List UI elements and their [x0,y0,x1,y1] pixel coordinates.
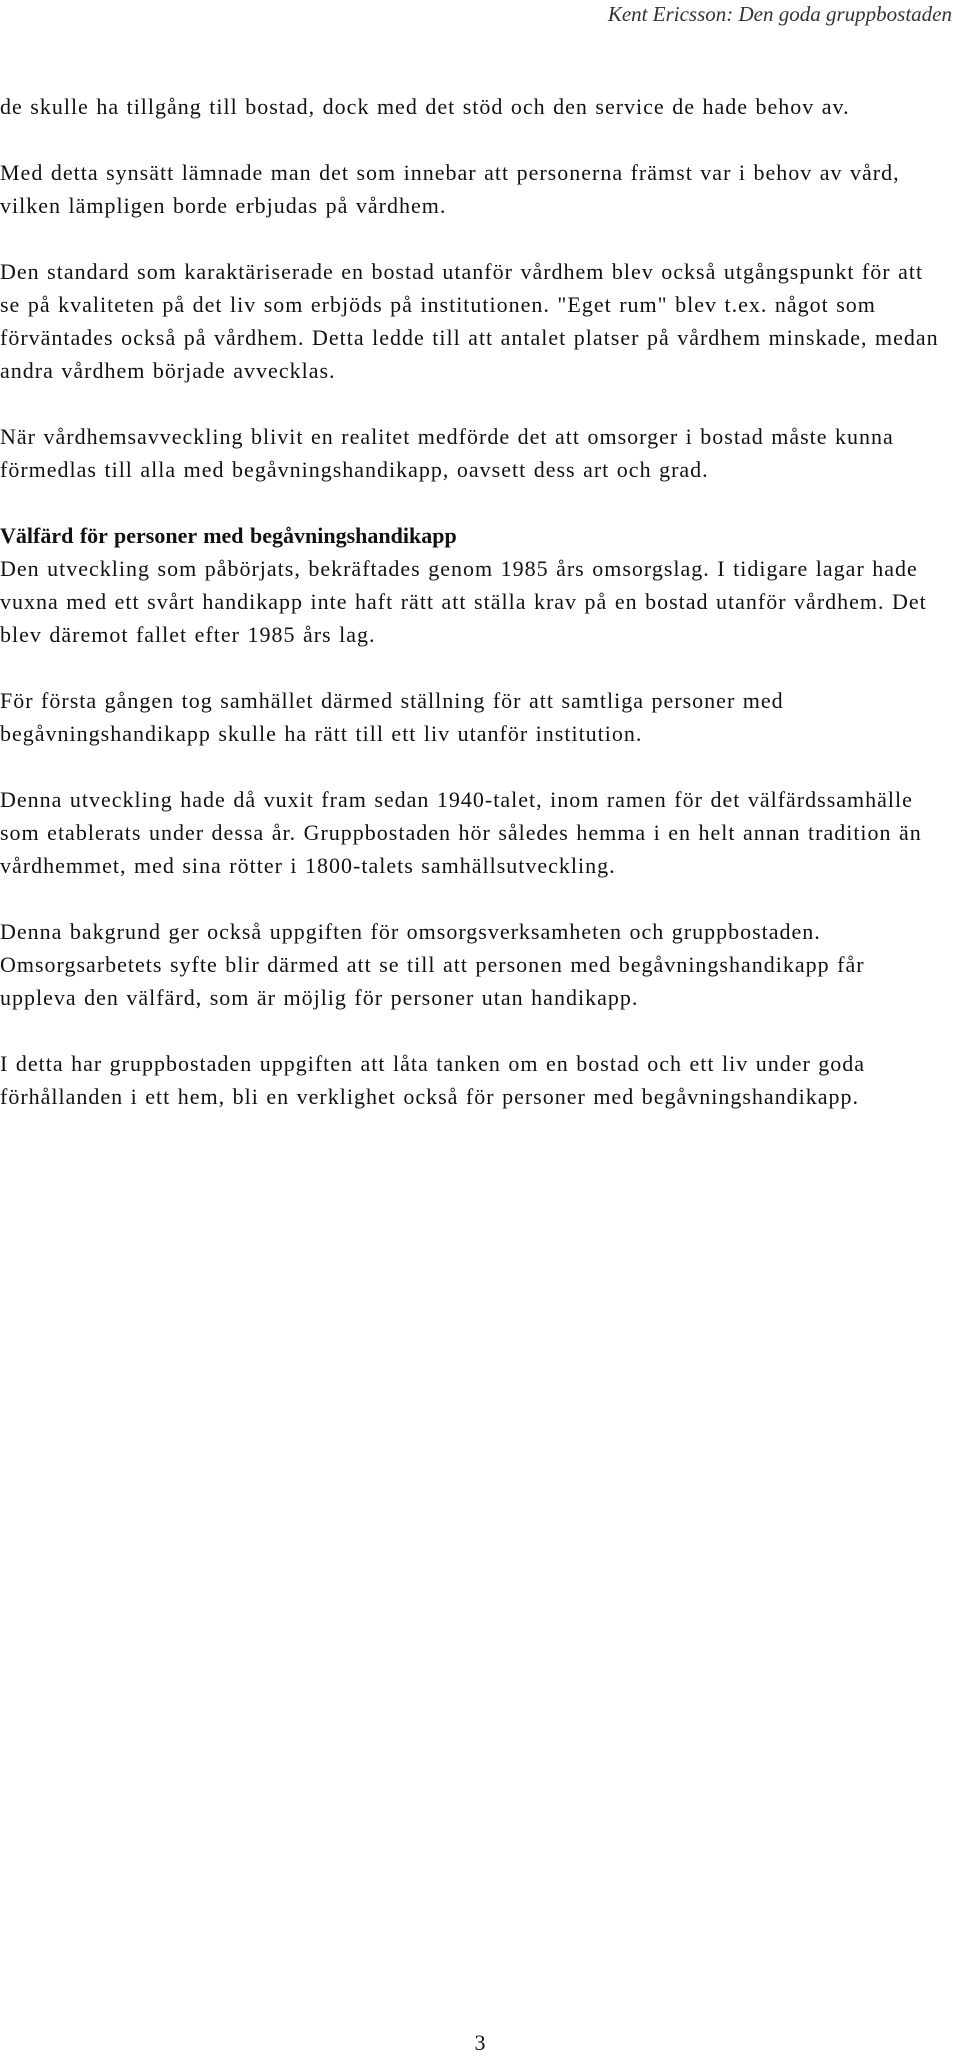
section-heading: Välfärd för personer med begåvningshandikapp [0,523,457,548]
paragraph: Denna bakgrund ger också uppgiften för omsorgsverksamheten och gruppbostaden. Omsorgsarbetets syfte blir därmed att se till att personen med begåvningshandikapp får uppleva den välfärd, som är möjlig för personer utan handikapp. [0,919,865,1010]
paragraph: Den standard som karaktäriserade en bostad utanför vårdhem blev också utgångspunkt för att se på kvaliteten på det liv som erbjöds på institutionen. "Eget rum" blev t.ex. något som förväntades också på vårdhem. Detta ledde till att antalet platser på vårdhem minskade, medan andra vårdhem började avvecklas. [0,259,939,383]
paragraph: När vårdhemsavveckling blivit en realitet medförde det att omsorger i bostad måste kunna förmedlas till alla med begåvningshandikapp, oavsett dess art och grad. [0,424,894,482]
page-number: 3 [474,2030,486,2055]
paragraph: Med detta synsätt lämnade man det som innebar att personerna främst var i behov av vård, vilken lämpligen borde erbjudas på vårdhem. [0,160,900,218]
document-body [0,90,940,1113]
running-header: Kent Ericsson: Den goda gruppbostaden [607,2,952,26]
paragraph: I detta har gruppbostaden uppgiften att låta tanken om en bostad och ett liv under goda förhållanden i ett hem, bli en verklighet också för personer med begåvningshandikapp. [0,1051,866,1109]
paragraph: de skulle ha tillgång till bostad, dock med det stöd och den service de hade behov av. [0,94,850,119]
paragraph: Denna utveckling hade då vuxit fram sedan 1940-talet, inom ramen för det välfärdssamhälle som etablerats under dessa år. Gruppbostaden hör således hemma i en helt annan tradition än vårdhemmet, med sina rötter i 1800-talets samhällsutveckling. [0,787,922,878]
paragraph: Den utveckling som påbörjats, bekräftades genom 1985 års omsorgslag. I tidigare lagar hade vuxna med ett svårt handikapp inte haft rätt att ställa krav på en bostad utanför vårdhem. Det blev däremot fallet efter 1985 års lag. [0,556,927,647]
paragraph: För första gången tog samhället därmed ställning för att samtliga personer med begåvningshandikapp skulle ha rätt till ett liv utanför institution. [0,688,784,746]
